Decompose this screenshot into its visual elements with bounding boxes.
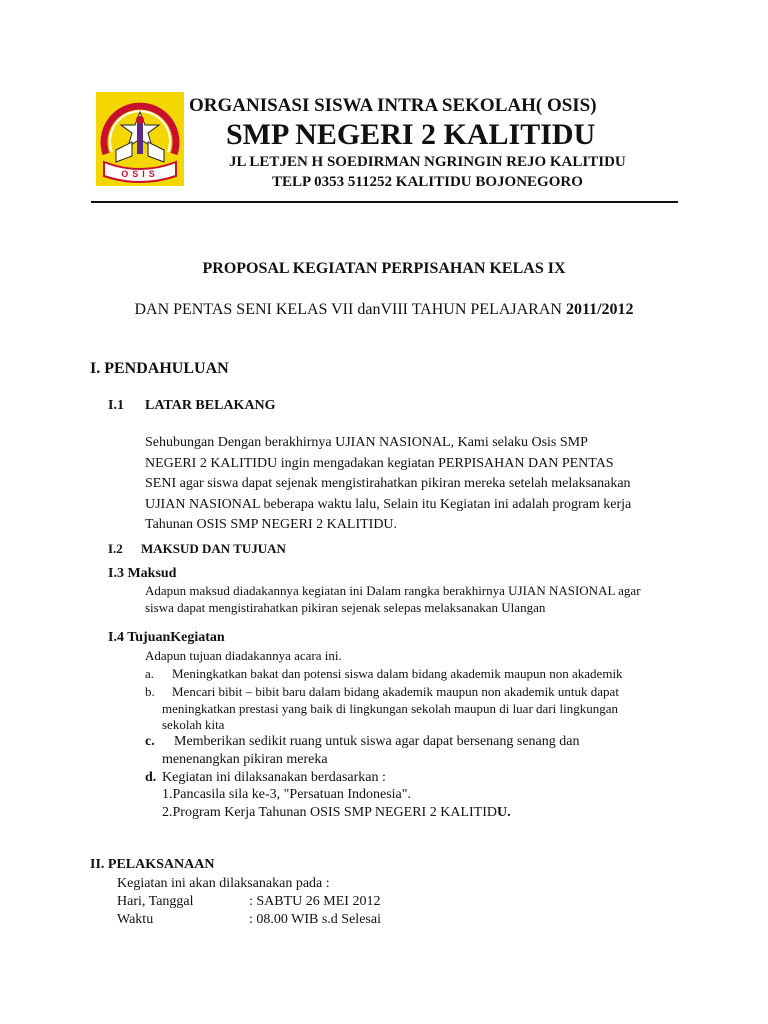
list-item-b-line-3: sekolah kita	[162, 717, 225, 732]
paragraph-line: Sehubungan Dengan berakhirnya UJIAN NASIONAL, Kami selaku Osis SMP	[145, 435, 588, 450]
organization-name: ORGANISASI SISWA INTRA SEKOLAH( OSIS)	[189, 95, 597, 116]
paragraph-line: NEGERI 2 KALITIDU ingin mengadakan kegiatan PERPISAHAN DAN PENTAS	[145, 455, 614, 471]
section-1-2-title: MAKSUD DAN TUJUAN	[141, 541, 286, 556]
list-item-b-line-1: Mencari bibit – bibit baru dalam bidang akademik maupun non akademik untuk dapat	[172, 684, 619, 699]
list-item-d-2-text: 2.Program Kerja Tahunan OSIS SMP NEGERI 2 KALITID	[162, 805, 497, 820]
header-divider	[91, 201, 678, 203]
proposal-subtitle	[0, 301, 768, 319]
section-1-1-title: LATAR BELAKANG	[145, 398, 276, 413]
list-item-c-line-1: Memberikan sedikit ruang untuk siswa agar dapat bersenang senang dan	[174, 734, 580, 749]
school-phone: TELP 0353 511252 KALITIDU BOJONEGORO	[272, 174, 583, 190]
tujuan-intro: Adapun tujuan diadakannya acara ini.	[145, 648, 342, 663]
section-1-2-number: I.2	[108, 541, 123, 556]
subtitle-text: DAN PENTAS SENI KELAS VII danVIII TAHUN PELAJARAN	[134, 301, 566, 318]
list-item-d-2-end: U.	[496, 805, 511, 820]
list-item-d-2	[162, 804, 511, 823]
pelaksanaan-intro: Kegiatan ini akan dilaksanakan pada :	[117, 876, 330, 891]
section-1-heading: I. PENDAHULUAN	[90, 360, 229, 377]
school-name: SMP NEGERI 2 KALITIDU	[226, 118, 596, 151]
row-value-hari-tanggal: : SABTU 26 MEI 2012	[249, 894, 381, 909]
list-item-b-line-2: meningkatkan prestasi yang baik di lingkungan sekolah maupun di luar dari lingkungan	[162, 701, 618, 716]
paragraph-line: Tahunan OSIS SMP NEGERI 2 KALITIDU.	[145, 517, 398, 532]
school-address: JL LETJEN H SOEDIRMAN NGRINGIN REJO KALITIDU	[229, 154, 626, 170]
list-item-d: Kegiatan ini dilaksanakan berdasarkan :	[162, 770, 386, 785]
paragraph-line: UJIAN NASIONAL beberapa waktu lalu, Selain itu Kegiatan ini adalah program kerja	[145, 496, 632, 512]
subtitle-year: 2011/2012	[565, 301, 634, 318]
paragraph-line: Adapun maksud diadakannya kegiatan ini Dalam rangka berakhirnya UJIAN NASIONAL agar	[145, 583, 641, 598]
list-item-d-1: 1.Pancasila sila ke-3, "Persatuan Indonesia".	[162, 787, 411, 802]
list-label-a: a.	[145, 666, 155, 681]
list-label-b: b.	[145, 684, 155, 699]
section-1-1-number: I.1	[108, 398, 124, 413]
row-label-waktu: Waktu	[117, 912, 154, 927]
list-item-c-line-2: menenangkan pikiran mereka	[162, 752, 328, 767]
section-1-4-title: I.4 TujuanKegiatan	[108, 630, 225, 645]
list-label-d: d.	[145, 770, 157, 785]
list-label-c: c.	[145, 734, 155, 749]
section-2-heading: II. PELAKSANAAN	[90, 857, 215, 872]
maksud-paragraph	[145, 582, 641, 616]
row-label-hari-tanggal: Hari, Tanggal	[117, 894, 194, 909]
proposal-title: PROPOSAL KEGIATAN PERPISAHAN KELAS IX	[202, 260, 566, 277]
row-value-waktu: : 08.00 WIB s.d Selesai	[249, 912, 381, 927]
latar-belakang-paragraph	[145, 433, 631, 536]
paragraph-line: siswa dapat mengistirahatkan pikiran sejenak selepas melaksanakan Ulangan	[145, 600, 546, 615]
logo-text: OSIS	[121, 169, 159, 179]
list-item-a: Meningkatkan bakat dan potensi siswa dalam bidang akademik maupun non akademik	[172, 666, 623, 681]
paragraph-line: SENI agar siswa dapat sejenak mengistirahatkan pikiran mereka setelah melaksanakan	[145, 476, 631, 491]
osis-logo	[96, 92, 184, 186]
section-1-3-title: I.3 Maksud	[108, 566, 177, 581]
